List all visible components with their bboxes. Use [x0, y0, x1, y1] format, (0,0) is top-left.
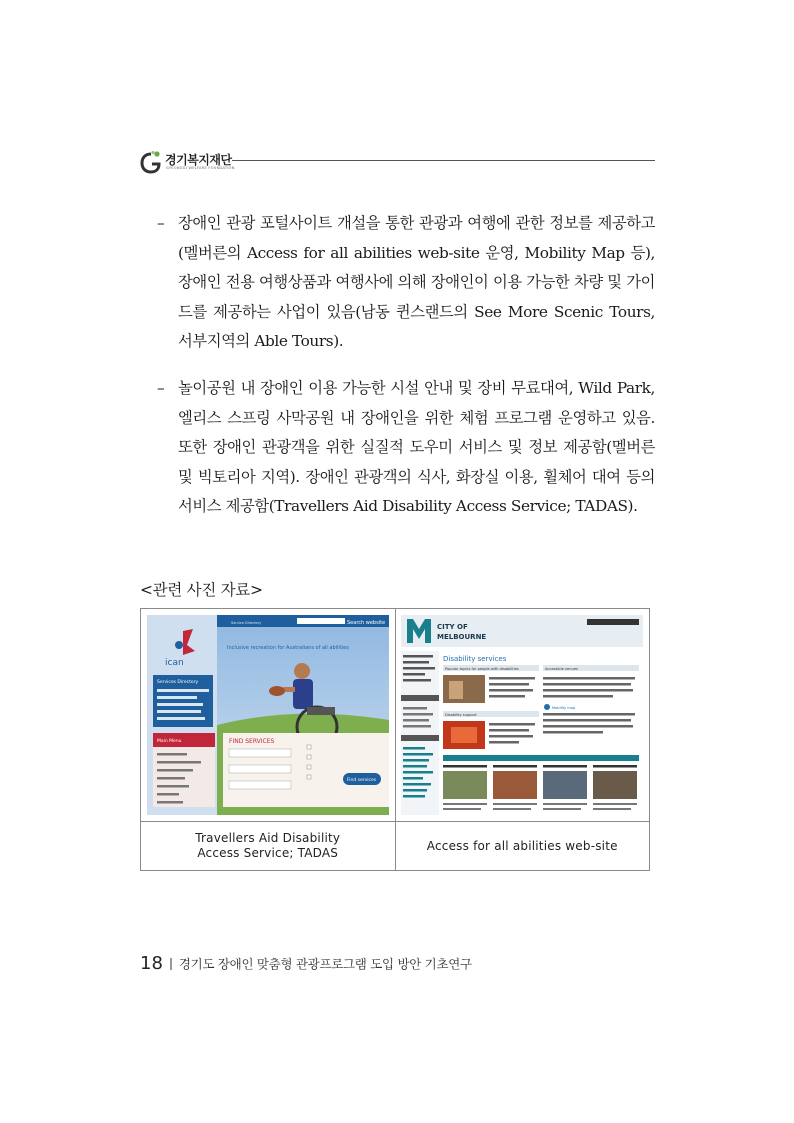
caption-left-line2: Access Service; TADAS [197, 846, 339, 860]
photo-caption: <관련 사진 자료> [140, 581, 263, 599]
top-nav-label: Service Directory [230, 621, 261, 625]
find-services-title: FIND SERVICES [228, 738, 275, 745]
mobility-map-link: Mobility map [552, 706, 576, 710]
melbourne-brand-line2: MELBOURNE [437, 633, 487, 641]
search-label: Search website [346, 620, 385, 626]
bullet-dash: – [157, 214, 165, 232]
ican-brand: ican [164, 658, 184, 668]
services-directory-title: Services Directory [156, 680, 198, 685]
header-rule [232, 160, 655, 161]
melbourne-website-screenshot [401, 615, 643, 815]
page-footer [140, 953, 472, 977]
main-menu-title: Main Menu [156, 739, 182, 744]
page-number: 18 [140, 953, 163, 974]
section-disability-support: Disability support [445, 713, 477, 717]
bullet-text: 놀이공원 내 장애인 이용 가능한 시설 안내 및 장비 무료대여, Wild Park, 엘리스 스프링 사막공원 내 장애인을 위한 체험 프로그램 운영하고 있음. 또한 장애인 관광객을 위한 실질적 도우미 서비스 및 정보 제공함(멜버른 및 빅토리아 지역). 장애인 관광객의 식사, 화장실 이용, 휠체어 대여 등의 서비스 제공함(Travellers Aid Disability Access Service; TADAS). [178, 379, 655, 516]
org-subtitle: GYEONGGI WELFARE FOUNDATION [166, 166, 235, 170]
photo-caption-left [141, 822, 396, 871]
photo-table [140, 608, 650, 871]
bullet-paragraph [157, 374, 655, 554]
melbourne-brand-line1: CITY OF [437, 623, 469, 631]
bullet-text: 장애인 관광 포털사이트 개설을 통한 관광과 여행에 관한 정보를 제공하고(멜버른의 Access for all abilities web-site 운영, Mobility Map 등), 장애인 전용 여행상품과 여행사에 의해 장애인이 이용 가능한 차량 및 가이드를 제공하는 사업이 있음(남동 퀸스랜드의 See More Scenic Tours, 서부지역의 Able Tours). [178, 214, 655, 351]
section-popular-topics: Popular topics for people with disabilities [445, 667, 520, 671]
org-name: 경기복지재단 [165, 153, 232, 167]
footer-separator [170, 958, 172, 970]
ican-tagline: Inclusive recreation for Australians of all abilities [226, 645, 349, 651]
photo-cell-right [395, 609, 650, 822]
section-accessible-venues: Accessible venues [545, 667, 579, 671]
disability-services-title: Disability services [443, 655, 507, 663]
photo-cell-left [141, 609, 396, 822]
bullet-dash: – [157, 379, 165, 397]
tadas-website-screenshot [147, 615, 389, 815]
bullet-paragraph [157, 209, 655, 359]
find-services-button: Find services [346, 778, 376, 783]
caption-left-line1: Travellers Aid Disability [195, 831, 341, 845]
photo-caption-right: Access for all abilities web-site [395, 822, 650, 871]
foundation-logo-icon [140, 150, 162, 174]
page-header [140, 148, 655, 178]
footer-title: 경기도 장애인 맞춤형 관광프로그램 도입 방안 기초연구 [178, 956, 472, 972]
